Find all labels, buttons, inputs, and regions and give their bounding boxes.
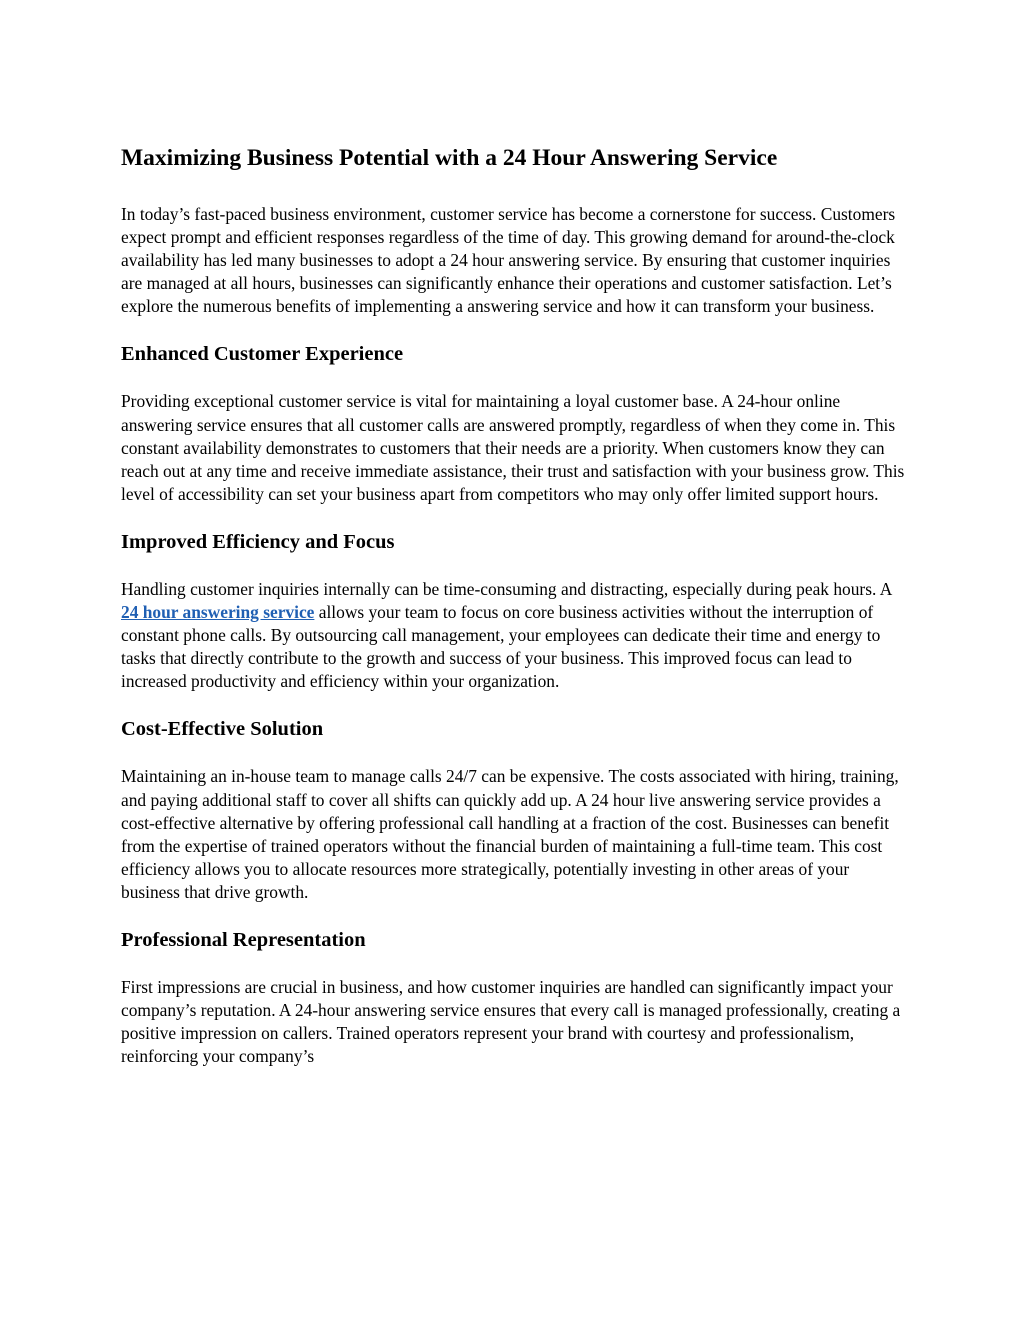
document-page (121, 138, 911, 1090)
section-heading-professional: Professional Representation (121, 928, 366, 951)
document-title: Maximizing Business Potential with a 24 Hour Answering Service (121, 145, 778, 171)
efficiency-text-after: allows your team to focus on core business activities without the interruption of constant phone calls. By outsourcing call management, your employees can dedicate their time and energy to tasks that directly contribute to the growth and success of your business. This improved focus can lead to increased productivity and efficiency within your organization. (121, 602, 881, 692)
section-heading-customer-experience: Enhanced Customer Experience (121, 343, 404, 366)
section-body-cost-effective: Maintaining an in-house team to manage calls 24/7 can be expensive. The costs associated with hiring, training, and paying additional staff to cover all shifts can quickly add up. A 24 hour live answering service provides a cost-effective alternative by offering professional call handling at a fraction of the cost. Businesses can benefit from the expertise of trained operators without the financial burden of maintaining a full-time team. This cost efficiency allows you to allocate resources more strategically, potentially investing in other areas of your business that drive growth. (121, 766, 899, 902)
intro-paragraph: In today’s fast-paced business environment, customer service has become a cornerstone for success. Customers expect prompt and efficient responses regardless of the time of day. This growing demand for around-the-clock availability has led many businesses to adopt a 24 hour answering service. By ensuring that customer inquiries are managed at all hours, businesses can significantly enhance their operations and customer satisfaction. Let’s explore the numerous benefits of implementing a answering service and how it can transform your business. (121, 204, 896, 317)
efficiency-text-before: Handling customer inquiries internally can be time-consuming and distracting, especially during peak hours. A (121, 578, 892, 599)
section-body-efficiency (121, 578, 911, 693)
section-body-customer-experience: Providing exceptional customer service is vital for maintaining a loyal customer base. A 24-hour online answering service ensures that all customer calls are answered promptly, regardless of when they come in. This constant availability demonstrates to customers that their needs are a priority. When customers know they can reach out at any time and receive immediate assistance, their trust and satisfaction with your business grow. This level of accessibility can set your business apart from competitors who may only offer limited support hours. (121, 391, 905, 504)
section-heading-cost-effective: Cost-Effective Solution (121, 718, 324, 741)
section-body-professional: First impressions are crucial in business, and how customer inquiries are handled can significantly impact your company’s reputation. A 24-hour answering service ensures that every call is managed professionally, creating a positive impression on callers. Trained operators represent your brand with courtesy and professionalism, reinforcing your company’s (121, 976, 901, 1067)
answering-service-link[interactable]: 24 hour answering service (121, 602, 315, 623)
section-heading-efficiency: Improved Efficiency and Focus (121, 530, 395, 553)
